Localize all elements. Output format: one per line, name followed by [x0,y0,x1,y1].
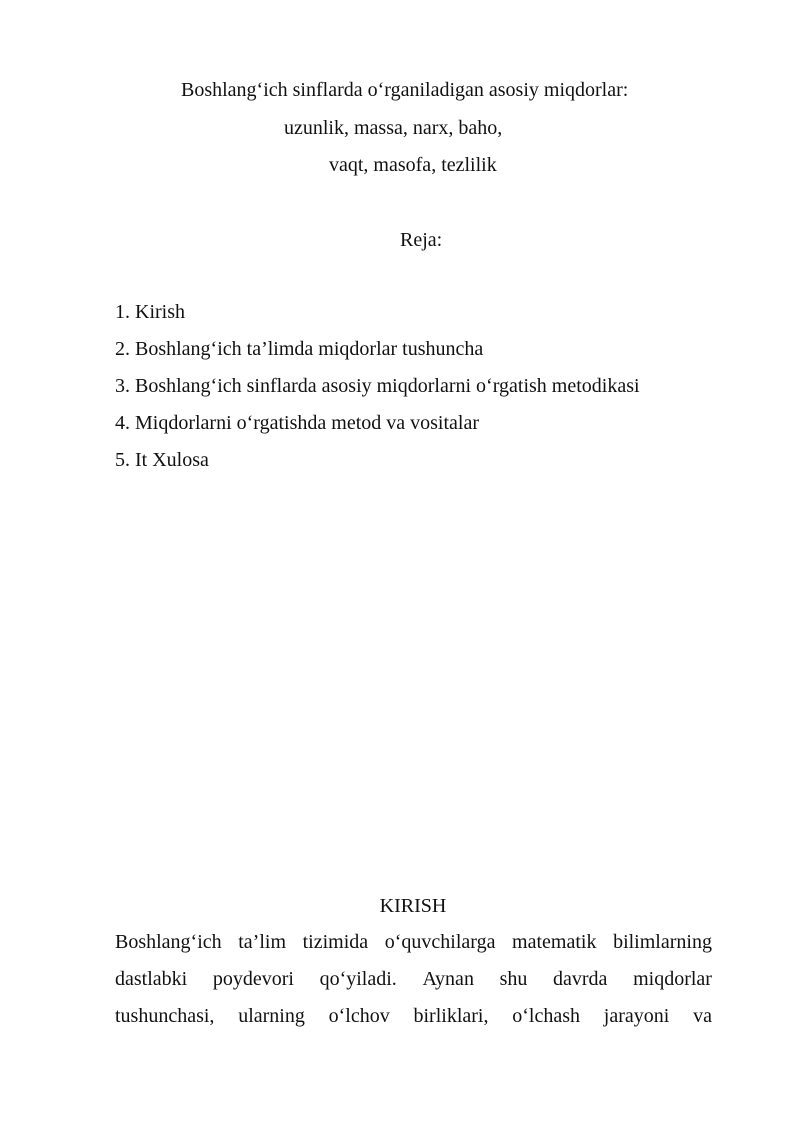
paragraph-word: tushunchasi, [115,1005,215,1027]
plan-item: 3. Boshlang‘ich sinflarda asosiy miqdorlarni o‘rgatish metodikasi [115,375,640,397]
plan-item: 5. It Xulosa [115,449,209,471]
plan-item: 4. Miqdorlarni o‘rgatishda metod va vositalar [115,412,479,434]
document-title-line-1: Boshlang‘ich sinflarda o‘rganiladigan asosiy miqdorlar: [181,79,629,101]
paragraph-word: shu [499,968,528,990]
paragraph-word: bilimlarning [613,931,712,953]
paragraph-line [115,967,712,1004]
paragraph-word: va [693,1005,712,1027]
intro-paragraph [115,930,712,1041]
paragraph-word: ularning [238,1005,305,1027]
paragraph-word: davrda [553,968,608,990]
paragraph-line [115,1004,712,1041]
plan-item: 1. Kirish [115,301,185,323]
paragraph-word: qo‘yiladi. [319,968,397,990]
intro-heading: KIRISH [379,895,447,917]
paragraph-word: miqdorlar [633,968,712,990]
document-title-line-2: uzunlik, massa, narx, baho, [284,117,503,139]
paragraph-word: poydevori [212,968,294,990]
plan-heading: Reja: [400,229,443,251]
paragraph-line [115,930,712,967]
paragraph-word: ta’lim [238,931,287,953]
paragraph-word: tizimida [302,931,369,953]
paragraph-word: o‘lchash [512,1005,580,1027]
paragraph-word: Aynan [422,968,474,990]
paragraph-word: birliklari, [413,1005,489,1027]
plan-list [115,300,640,485]
paragraph-word: matematik [512,931,597,953]
document-title-line-3: vaqt, masofa, tezlilik [329,154,497,176]
plan-item: 2. Boshlang‘ich ta’limda miqdorlar tushuncha [115,338,484,360]
paragraph-word: o‘quvchilarga [384,931,496,953]
paragraph-word: dastlabki [115,968,188,990]
paragraph-word: Boshlang‘ich [115,931,222,953]
paragraph-word: o‘lchov [328,1005,390,1027]
paragraph-word: jarayoni [603,1005,670,1027]
